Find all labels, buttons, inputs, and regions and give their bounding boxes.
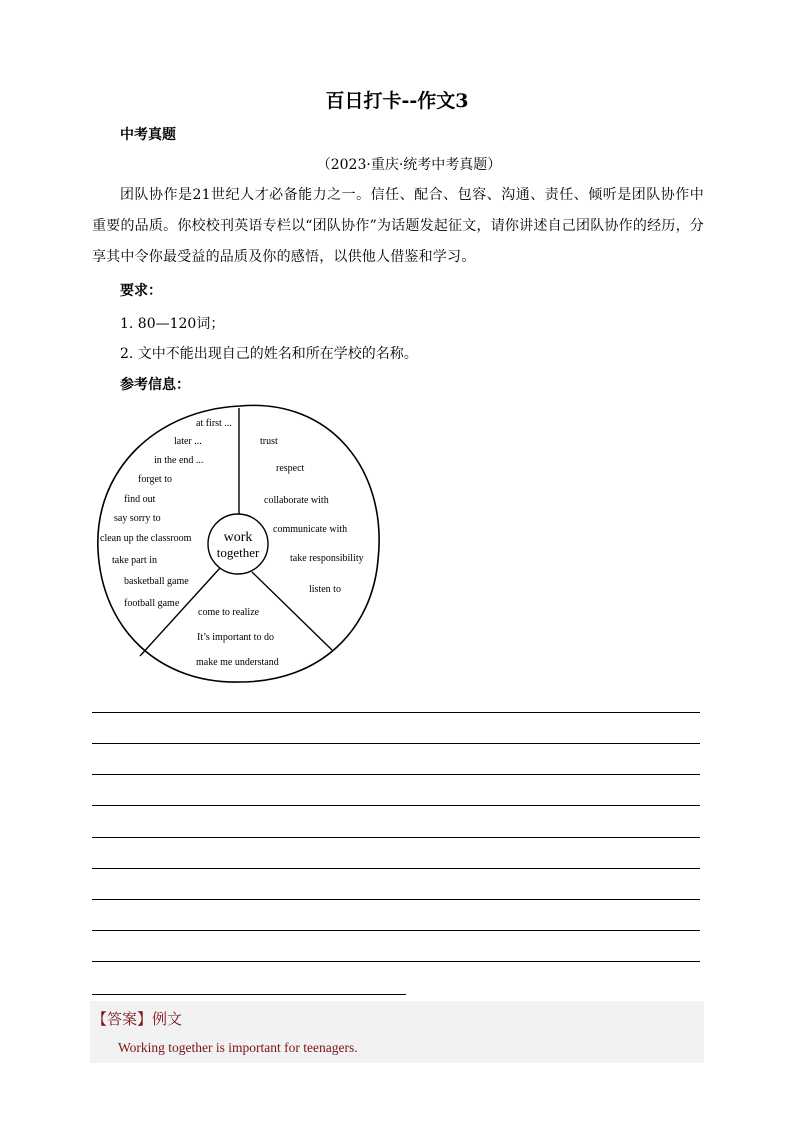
phrase-left: find out [124,494,156,505]
requirement-1: 1. 80—120词； [120,316,225,332]
phrase-left: at first ... [196,418,232,429]
phrase-bottom: make me understand [196,657,279,668]
phrase-left: forget to [138,474,172,485]
writing-line [92,774,700,775]
writing-prompt: 团队协作是21世纪人才必备能力之一。信任、配合、包容、沟通、责任、倾听是团队协作中重要的品质。你校校刊英语专栏以“团队协作”为话题发起征文，请你讲述自己团队协作的经历，分享其中令你最受益的品质及你的感悟，以供他人借鉴和学习。 [92,187,704,265]
phrase-right: respect [276,463,305,474]
phrase-bottom: come to realize [198,607,260,618]
question-source: （2023·重庆·统考中考真题） [316,157,502,173]
phrase-left: later ... [174,436,202,447]
reference-wheel-diagram [90,400,390,690]
writing-line-short [92,994,406,995]
requirements-heading: 要求： [120,283,162,299]
phrase-left: basketball game [124,576,189,587]
answer-label: 【答案】例文 [92,1010,183,1028]
phrase-right: take responsibility [290,553,364,564]
center-label-line1: work [223,530,253,545]
writing-line [92,930,700,931]
phrase-right: communicate with [273,524,348,535]
requirement-2: 2. 文中不能出现自己的姓名和所在学校的名称。 [120,346,418,362]
phrase-bottom: It’s important to do [197,632,274,643]
section-label: 中考真题 [120,127,176,143]
phrase-left: football game [124,598,180,609]
phrase-right: listen to [309,584,341,595]
writing-line [92,899,700,900]
phrase-left: clean up the classroom [100,533,192,544]
phrase-left: in the end ... [154,455,204,466]
writing-line [92,805,700,806]
writing-line [92,961,700,962]
answer-text: Working together is important for teenagers. [118,1040,358,1055]
page-title: 百日打卡--作文3 [325,90,469,112]
writing-line [92,743,700,744]
reference-heading: 参考信息： [120,377,190,393]
center-label-line2: together [216,545,260,560]
phrase-left: say sorry to [114,513,161,524]
phrase-right: collaborate with [264,495,329,506]
writing-line [92,868,700,869]
phrase-right: trust [260,436,278,447]
writing-line [92,837,700,838]
writing-line [92,712,700,713]
phrase-left: take part in [112,555,157,566]
